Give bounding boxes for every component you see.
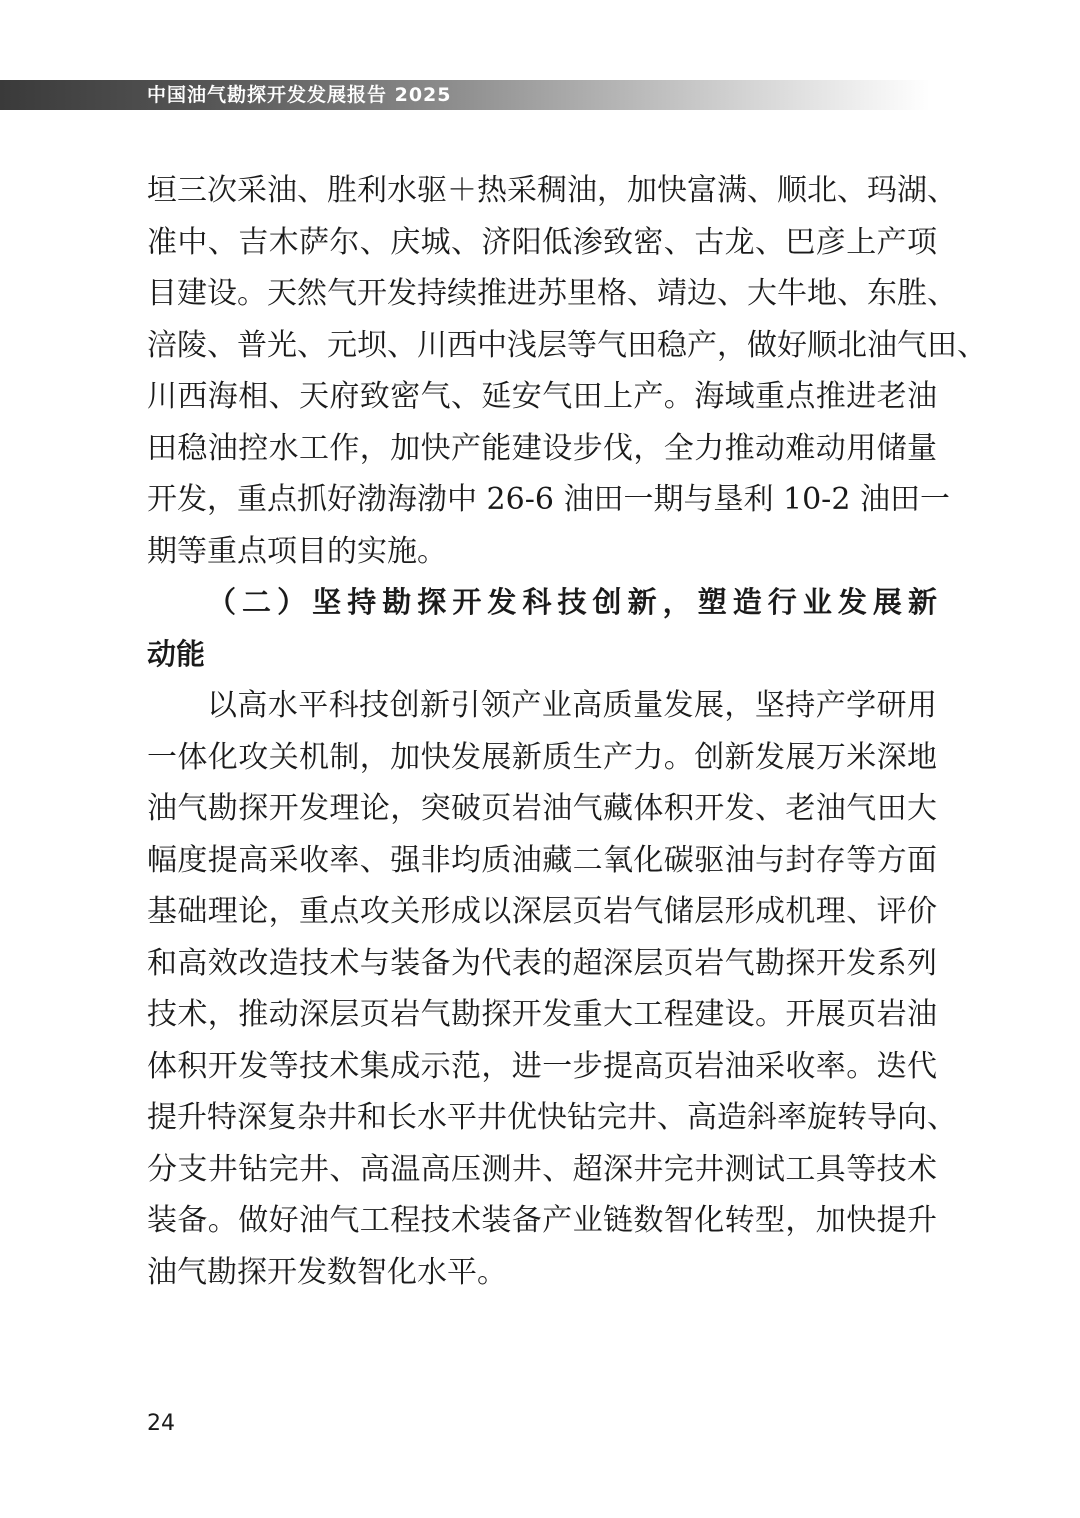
text-line: 开发，重点抓好渤海渤中 26-6 油田一期与垦利 10-2 油田一 (147, 482, 950, 517)
text-line: 基础理论，重点攻关形成以深层页岩气储层形成机理、评价 (147, 894, 937, 929)
text-line: 技术，推动深层页岩气勘探开发重大工程建设。开展页岩油 (147, 997, 937, 1032)
text-line: 川西海相、天府致密气、延安气田上产。海域重点推进老油 (147, 379, 937, 414)
section-heading-line: 动能 (147, 636, 206, 671)
text-line: 以高水平科技创新引领产业高质量发展，坚持产学研用 (207, 688, 937, 723)
page-number: 24 (147, 1411, 175, 1436)
text-line: 涪陵、普光、元坝、川西中浅层等气田稳产，做好顺北油气田、 (147, 327, 987, 363)
text-line: 油气勘探开发数智化水平。 (147, 1254, 507, 1290)
text-line: 田稳油控水工作，加快产能建设步伐，全力推动难动用储量 (147, 430, 937, 466)
text-line: 目建设。天然气开发持续推进苏里格、靖边、大牛地、东胜、 (147, 276, 957, 311)
text-line: 期等重点项目的实施。 (147, 533, 447, 569)
page-body (147, 165, 987, 1298)
text-line: 垣三次采油、胜利水驱＋热采稠油，加快富满、顺北、玛湖、 (147, 173, 957, 208)
header-band (0, 80, 930, 110)
text-line: 准中、吉木萨尔、庆城、济阳低渗致密、古龙、巴彦上产项 (147, 224, 937, 260)
text-line: 一体化攻关机制，加快发展新质生产力。创新发展万米深地 (147, 739, 937, 775)
text-line: 油气勘探开发理论，突破页岩油气藏体积开发、老油气田大 (147, 791, 937, 826)
running-header-title: 中国油气勘探开发发展报告 2025 (147, 84, 452, 106)
section-heading-line: （二）坚持勘探开发科技创新，塑造行业发展新 (207, 585, 937, 619)
section-heading (147, 577, 937, 680)
text-line: 分支井钻完井、高温高压测井、超深井完井测试工具等技术 (147, 1151, 937, 1187)
text-line: 体积开发等技术集成示范，进一步提高页岩油采收率。迭代 (147, 1048, 937, 1084)
paragraph-tech-innovation (147, 680, 957, 1298)
text-line: 和高效改造技术与装备为代表的超深层页岩气勘探开发系列 (147, 945, 937, 981)
text-line: 幅度提高采收率、强非均质油藏二氧化碳驱油与封存等方面 (147, 842, 937, 878)
text-line: 装备。做好油气工程技术装备产业链数智化转型，加快提升 (147, 1203, 937, 1238)
paragraph-continued (147, 165, 987, 577)
text-line: 提升特深复杂井和长水平井优快钻完井、高造斜率旋转导向、 (147, 1100, 957, 1135)
